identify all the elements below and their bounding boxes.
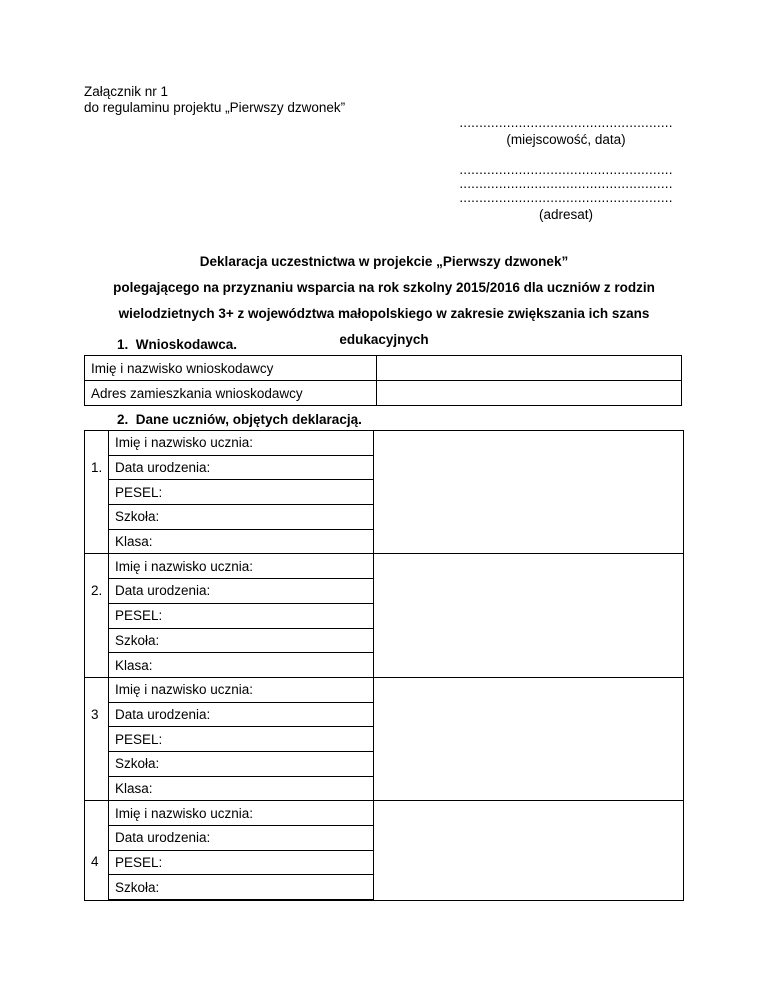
student-field-label: Klasa: <box>109 776 374 801</box>
table-row <box>85 677 684 702</box>
table-row <box>85 381 682 406</box>
addressee-dots-1: ...................................................... <box>459 162 673 177</box>
place-date-dots: ...................................................... <box>459 115 673 130</box>
student-data-field[interactable] <box>374 554 684 677</box>
applicant-address-field[interactable] <box>377 381 682 406</box>
applicant-table <box>84 355 682 406</box>
student-number: 4 <box>91 854 99 870</box>
attachment-number: Załącznik nr 1 <box>84 84 169 99</box>
student-data-field[interactable] <box>374 801 684 900</box>
table-row <box>85 554 684 579</box>
table-row <box>85 431 684 456</box>
title-line-4: edukacyjnych <box>339 332 429 347</box>
title-line-1: Deklaracja uczestnictwa w projekcie „Pierwszy dzwonek” <box>199 254 569 269</box>
student-field-label: Szkoła: <box>109 628 374 653</box>
student-number: 2. <box>91 583 103 599</box>
attachment-header <box>84 84 345 116</box>
student-field-label: PESEL: <box>109 480 374 505</box>
addressee-dots-3: ...................................................... <box>459 190 673 205</box>
addressee-label: (adresat) <box>538 207 594 222</box>
applicant-name-field[interactable] <box>377 356 682 381</box>
addressee-dots-2: ...................................................... <box>459 176 673 191</box>
attachment-reference: do regulaminu projektu „Pierwszy dzwonek” <box>84 100 346 115</box>
student-field-label: Szkoła: <box>109 751 374 776</box>
title-line-3: wielodzietnych 3+ z województwa małopolskiego w zakresie zwiększania ich szans <box>118 306 650 321</box>
place-date-label: (miejscowość, data) <box>506 132 626 147</box>
student-number-cell <box>85 677 109 800</box>
student-field-label: Data urodzenia: <box>109 826 374 851</box>
student-field-label: Data urodzenia: <box>109 702 374 727</box>
addressee-block <box>456 163 676 222</box>
student-data-field[interactable] <box>374 677 684 800</box>
student-data-field[interactable] <box>374 431 684 554</box>
student-field-label: Imię i nazwisko ucznia: <box>109 554 374 579</box>
student-field-label: Klasa: <box>109 529 374 554</box>
place-date-block <box>456 116 676 147</box>
section-2-heading: 2. Dane uczniów, objętych deklaracją. <box>117 412 362 427</box>
student-field-label: Data urodzenia: <box>109 579 374 604</box>
student-number-cell <box>85 431 109 554</box>
student-field-label: Imię i nazwisko ucznia: <box>109 431 374 456</box>
applicant-name-label: Imię i nazwisko wnioskodawcy <box>85 356 377 381</box>
title-line-2: polegającego na przyznaniu wsparcia na rok szkolny 2015/2016 dla uczniów z rodzin <box>113 280 655 295</box>
student-field-label: Data urodzenia: <box>109 455 374 480</box>
student-field-label: Imię i nazwisko ucznia: <box>109 677 374 702</box>
student-field-label: Szkoła: <box>109 875 374 900</box>
table-row <box>85 801 684 826</box>
student-field-label: Imię i nazwisko ucznia: <box>109 801 374 826</box>
student-number-cell <box>85 801 109 900</box>
students-table <box>84 430 684 901</box>
student-field-label: PESEL: <box>109 603 374 628</box>
table-row <box>85 356 682 381</box>
applicant-address-label: Adres zamieszkania wnioskodawcy <box>85 381 377 406</box>
student-field-label: PESEL: <box>109 727 374 752</box>
student-field-label: PESEL: <box>109 850 374 875</box>
student-number-cell <box>85 554 109 677</box>
section-1-heading: 1. Wnioskodawca. <box>117 337 238 352</box>
student-number: 3 <box>91 706 99 722</box>
student-field-label: Klasa: <box>109 653 374 678</box>
student-field-label: Szkoła: <box>109 505 374 530</box>
student-number: 1. <box>91 460 103 475</box>
